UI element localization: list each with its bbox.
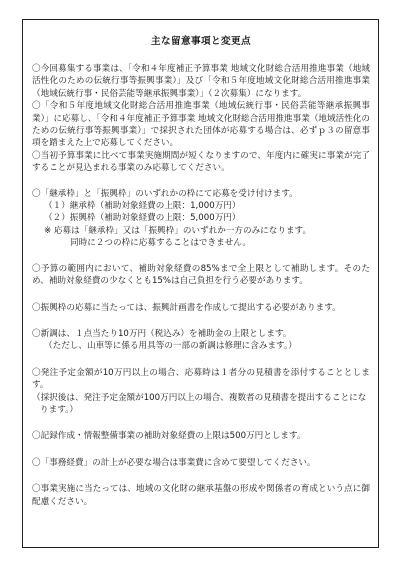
notice-item-7: 〇新調は、１点当たり10万円（税込み）を補助金の上限とします。 [32,328,292,339]
spacer [32,353,370,367]
notice-item-10: 〇「事務経費」の計上が必要な場合は事業費に含めて要望してください。 [32,457,316,468]
notice-item-8: 〇発注予定金額が10万円以上の場合、応募時は１者分の見積書を添付することとします。 [32,367,370,391]
spacer [32,416,370,430]
spacer [32,250,370,263]
notice-item-5: 〇予算の範囲内において、補助対象経費の85%まで全上限として補助します。そのため、補助対象経費の少なくとも15%は自己負担を行う必要があります。 [32,263,370,287]
spacer [32,443,370,457]
page-title: 主な留意事項と変更点 [151,36,251,47]
notice-item-3: 〇当初予算事業に比べて事業実施期間が短くなりますので、年度内に確実に事業が完了することが見込まれる事業のみ応募してください。 [32,150,370,174]
spacer [32,469,370,483]
notice-item-7-note: （ただし、山車等に係る用具等の一部の新調は修理に含みます。） [44,341,297,352]
spacer [32,175,370,188]
spacer [32,288,370,302]
notice-item-1: 〇今回募集する事業は、「令和４年度補正予算事業 地域文化財総合活用推進事業（地域活性化のための伝統行事等振興事業）」及び「令和５年度地域文化財総合活用推進事業（地域伝統行事・民俗芸能等継承振興事業）」（２次募集）になります。 [32,64,370,99]
frame-note: ※ 応募は「継承枠」又は「振興枠」のいずれか一方のみになります。 [44,225,312,236]
notice-item-6: 〇振興枠の応募に当たっては、振興計画書を作成して提出する必要があります。 [32,302,341,313]
notice-item-4: 〇「継承枠」と「振興枠」のいずれかの枠にて応募を受け付けます。 [32,188,298,199]
spacer [32,314,370,328]
frame-option-promotion: （２）振興枠（補助対象経費の上限：5,000万円） [44,213,241,224]
notice-item-9: 〇記録作成・情報整備事業の補助対象経費の上限は500万円とします。 [32,431,306,442]
notice-item-8-note: （採択後は、発注予定金額が100万円以上の場合、複数者の見積書を提出することになります。） [32,392,367,415]
notice-item-11: 〇事業実施に当たっては、地域の文化財の継承基盤の形成や関係者の育成という点に御配慮ください。 [32,484,370,507]
notice-box [22,19,379,548]
frame-note-continued: 同時に２つの枠に応募することはできません。 [70,238,251,249]
notice-item-2: 〇「令和５年度地域文化財総合活用推進事業（地域伝統行事・民俗芸能等継承振興事業）」に応募し、「令和４年度補正予算事業 地域文化財総合活用推進事業（地域活性化のための伝統行事等振興事業）」で採択された団体が応募する場合は、必ずｐ３の留意事項を踏まえた上で応募してください。 [32,101,370,149]
frame-option-inheritance: （１）継承枠（補助対象経費の上限：1,000万円） [44,201,241,212]
